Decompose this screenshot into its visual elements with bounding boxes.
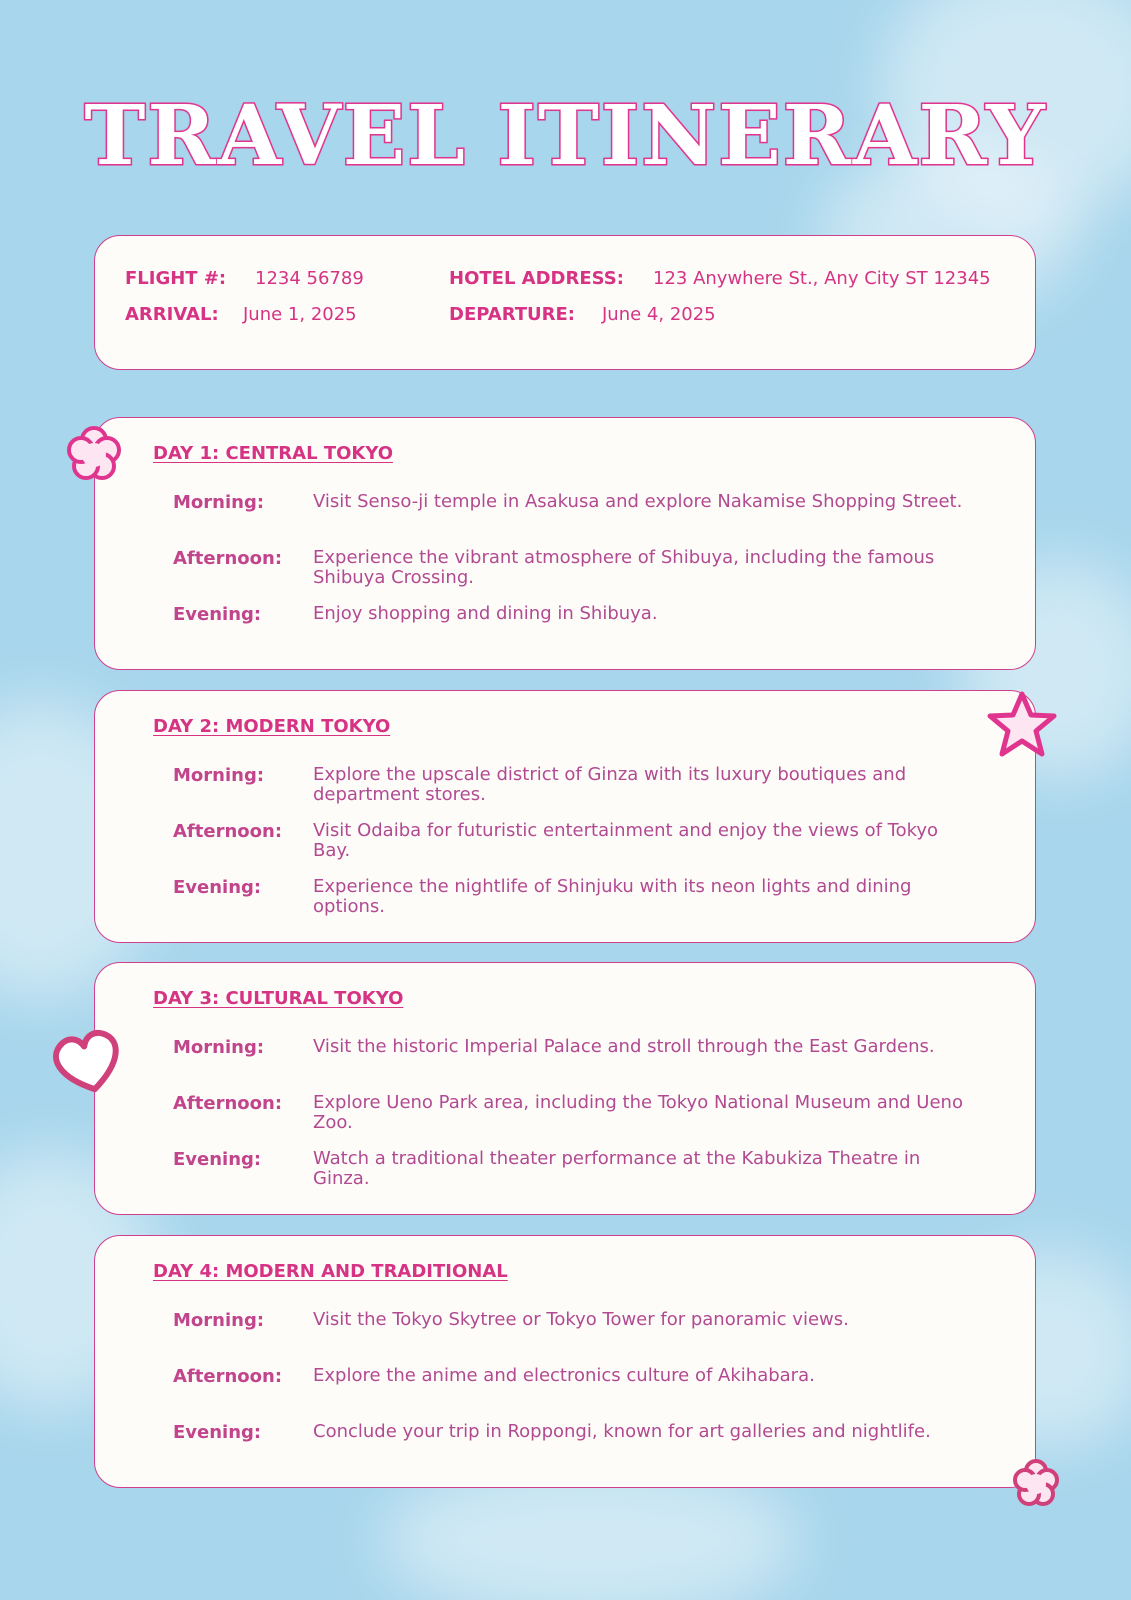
day-title: DAY 1: CENTRAL TOKYO bbox=[153, 443, 394, 464]
day-title: DAY 3: CULTURAL TOKYO bbox=[153, 988, 404, 1009]
period-label: Afternoon: bbox=[173, 821, 283, 842]
period-description: Visit the historic Imperial Palace and stroll through the East Gardens. bbox=[313, 1036, 935, 1057]
period-label: Evening: bbox=[173, 877, 262, 898]
flower-icon bbox=[62, 424, 126, 484]
period-label: Afternoon: bbox=[173, 1366, 283, 1387]
day-title: DAY 2: MODERN TOKYO bbox=[153, 716, 391, 737]
period-description: Watch a traditional theater performance at the Kabukiza Theatre in Ginza. bbox=[313, 1148, 921, 1189]
day-card-3 bbox=[94, 962, 1036, 1215]
period-description: Explore the anime and electronics culture of Akihabara. bbox=[313, 1365, 815, 1386]
period-description: Visit the Tokyo Skytree or Tokyo Tower for panoramic views. bbox=[313, 1309, 849, 1330]
period-description: Explore the upscale district of Ginza with its luxury boutiques and department stores. bbox=[313, 764, 907, 805]
page-title: TRAVEL ITINERARY bbox=[84, 88, 1047, 184]
star-icon bbox=[984, 688, 1060, 764]
period-label: Afternoon: bbox=[173, 548, 283, 569]
day-card-1 bbox=[94, 417, 1036, 670]
arrival-value: June 1, 2025 bbox=[243, 304, 357, 325]
heart-icon bbox=[46, 1024, 130, 1100]
trip-info-card bbox=[94, 235, 1036, 370]
hotel-label: HOTEL ADDRESS: bbox=[449, 268, 624, 289]
day-card-2 bbox=[94, 690, 1036, 943]
period-label: Evening: bbox=[173, 1422, 262, 1443]
flower-icon bbox=[1008, 1456, 1064, 1510]
flight-value: 1234 56789 bbox=[255, 268, 364, 289]
period-label: Afternoon: bbox=[173, 1093, 283, 1114]
period-description: Conclude your trip in Roppongi, known for art galleries and nightlife. bbox=[313, 1421, 931, 1442]
period-description: Experience the vibrant atmosphere of Shibuya, including the famous Shibuya Crossing. bbox=[313, 547, 935, 588]
day-title: DAY 4: MODERN AND TRADITIONAL bbox=[153, 1261, 508, 1282]
period-label: Morning: bbox=[173, 1037, 265, 1058]
flight-label: FLIGHT #: bbox=[125, 268, 227, 289]
period-description: Explore Ueno Park area, including the Tokyo National Museum and Ueno Zoo. bbox=[313, 1092, 963, 1133]
period-description: Visit Odaiba for futuristic entertainment and enjoy the views of Tokyo Bay. bbox=[313, 820, 939, 861]
period-label: Evening: bbox=[173, 604, 262, 625]
hotel-value: 123 Anywhere St., Any City ST 12345 bbox=[653, 268, 991, 289]
period-label: Morning: bbox=[173, 492, 265, 513]
period-label: Morning: bbox=[173, 1310, 265, 1331]
period-label: Morning: bbox=[173, 765, 265, 786]
period-description: Experience the nightlife of Shinjuku with its neon lights and dining options. bbox=[313, 876, 912, 917]
day-card-4 bbox=[94, 1235, 1036, 1488]
period-description: Visit Senso-ji temple in Asakusa and explore Nakamise Shopping Street. bbox=[313, 491, 963, 512]
arrival-label: ARRIVAL: bbox=[125, 304, 219, 325]
departure-value: June 4, 2025 bbox=[602, 304, 716, 325]
period-label: Evening: bbox=[173, 1149, 262, 1170]
departure-label: DEPARTURE: bbox=[449, 304, 576, 325]
period-description: Enjoy shopping and dining in Shibuya. bbox=[313, 603, 658, 624]
